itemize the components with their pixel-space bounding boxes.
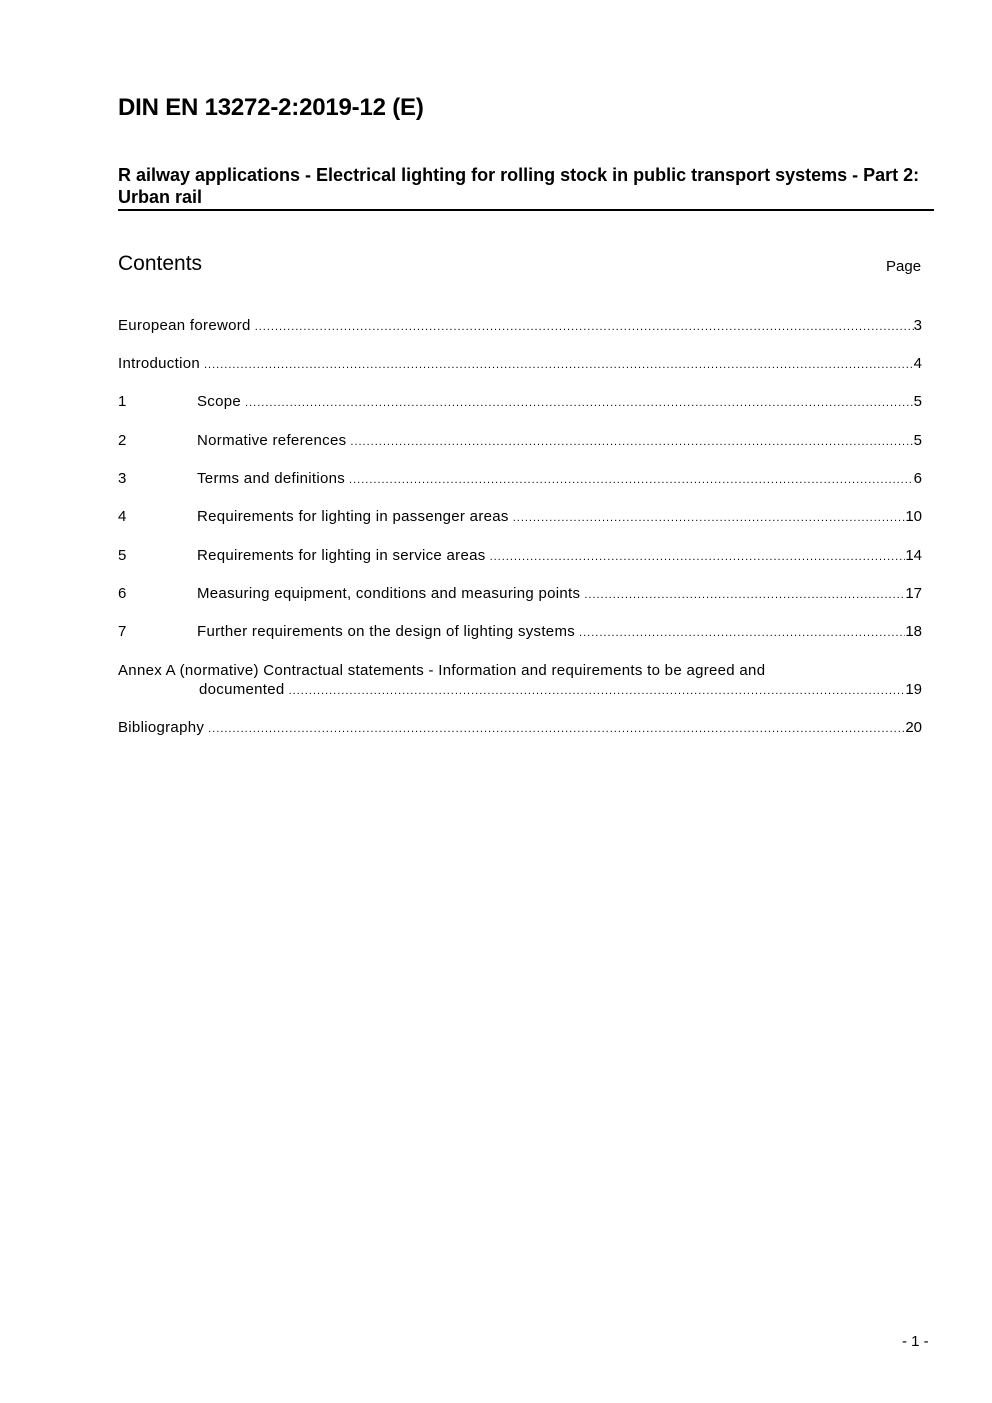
- toc-leader-dots: [245, 394, 914, 413]
- toc-entry-page: 5: [913, 393, 922, 410]
- toc-entry-title: Requirements for lighting in service areas: [197, 547, 486, 564]
- toc-entry-page: 20: [905, 719, 922, 736]
- toc-entry-page: 19: [905, 681, 922, 698]
- toc-leader-dots: [289, 682, 906, 701]
- toc-leader-dots: [208, 720, 905, 739]
- document-title: R ailway applications - Electrical lighting for rolling stock in public transport systems - Part 2: Urban rail: [118, 165, 920, 207]
- toc-leader-dots: [350, 433, 913, 452]
- toc-entry-measuring-equipment[interactable]: [118, 584, 922, 605]
- toc-entry-page: 17: [905, 585, 922, 602]
- toc-entry-number: 7: [118, 623, 127, 640]
- toc-leader-dots: [204, 356, 914, 375]
- toc-entry-page: 4: [913, 355, 922, 372]
- toc-entry-page: 14: [905, 547, 922, 564]
- toc-entry-european-foreword[interactable]: [118, 316, 922, 337]
- toc-entry-service-areas[interactable]: [118, 546, 922, 567]
- toc-leader-dots: [584, 586, 905, 605]
- toc-entry-title: Introduction: [118, 355, 200, 372]
- toc-entry-introduction[interactable]: [118, 354, 922, 375]
- toc-leader-dots: [513, 509, 906, 528]
- toc-entry-normative-references[interactable]: [118, 431, 922, 452]
- toc-leader-dots: [255, 318, 914, 337]
- toc-entry-number: 1: [118, 393, 127, 410]
- toc-entry-bibliography[interactable]: [118, 718, 922, 739]
- toc-entry-number: 3: [118, 470, 127, 487]
- toc-entry-page: 18: [905, 623, 922, 640]
- toc-entry-scope[interactable]: [118, 392, 922, 413]
- toc-entry-page: 10: [905, 508, 922, 525]
- toc-entry-number: 4: [118, 508, 127, 525]
- title-rule: [118, 209, 934, 211]
- toc-leader-dots: [579, 624, 905, 643]
- toc-entry-title: Further requirements on the design of lighting systems: [197, 623, 576, 640]
- toc-entry-number: 6: [118, 585, 127, 602]
- toc-entry-number: 2: [118, 432, 127, 449]
- toc-entry-title: Normative references: [197, 432, 347, 449]
- contents-heading: Contents: [118, 252, 203, 275]
- toc-entry-title: Terms and definitions: [197, 470, 346, 487]
- toc-entry-page: 5: [913, 432, 922, 449]
- toc-entry-title: Annex A (normative) Contractual statements - Information and requirements to be agreed and: [118, 662, 766, 679]
- toc-entry-page: 3: [913, 317, 922, 334]
- toc-entry-title-continuation: documented: [199, 681, 285, 698]
- toc-leader-dots: [349, 471, 914, 490]
- toc-entry-passenger-areas[interactable]: [118, 507, 922, 528]
- page-number: - 1 -: [902, 1333, 929, 1350]
- toc-entry-title: Scope: [197, 393, 242, 410]
- toc-entry-terms-and-definitions[interactable]: [118, 469, 922, 490]
- toc-entry-title: Measuring equipment, conditions and measuring points: [197, 585, 581, 602]
- document-id: DIN EN 13272-2:2019-12 (E): [118, 94, 424, 121]
- toc-entry-title: European foreword: [118, 317, 251, 334]
- toc-entry-further-requirements[interactable]: [118, 622, 922, 643]
- toc-entry-number: 5: [118, 547, 127, 564]
- toc-leader-dots: [490, 548, 906, 567]
- toc-entry-annex-a[interactable]: [118, 661, 922, 701]
- toc-entry-title: Requirements for lighting in passenger areas: [197, 508, 509, 525]
- toc-entry-page: 6: [913, 470, 922, 487]
- page-column-heading: Page: [886, 258, 922, 275]
- toc-entry-title: Bibliography: [118, 719, 205, 736]
